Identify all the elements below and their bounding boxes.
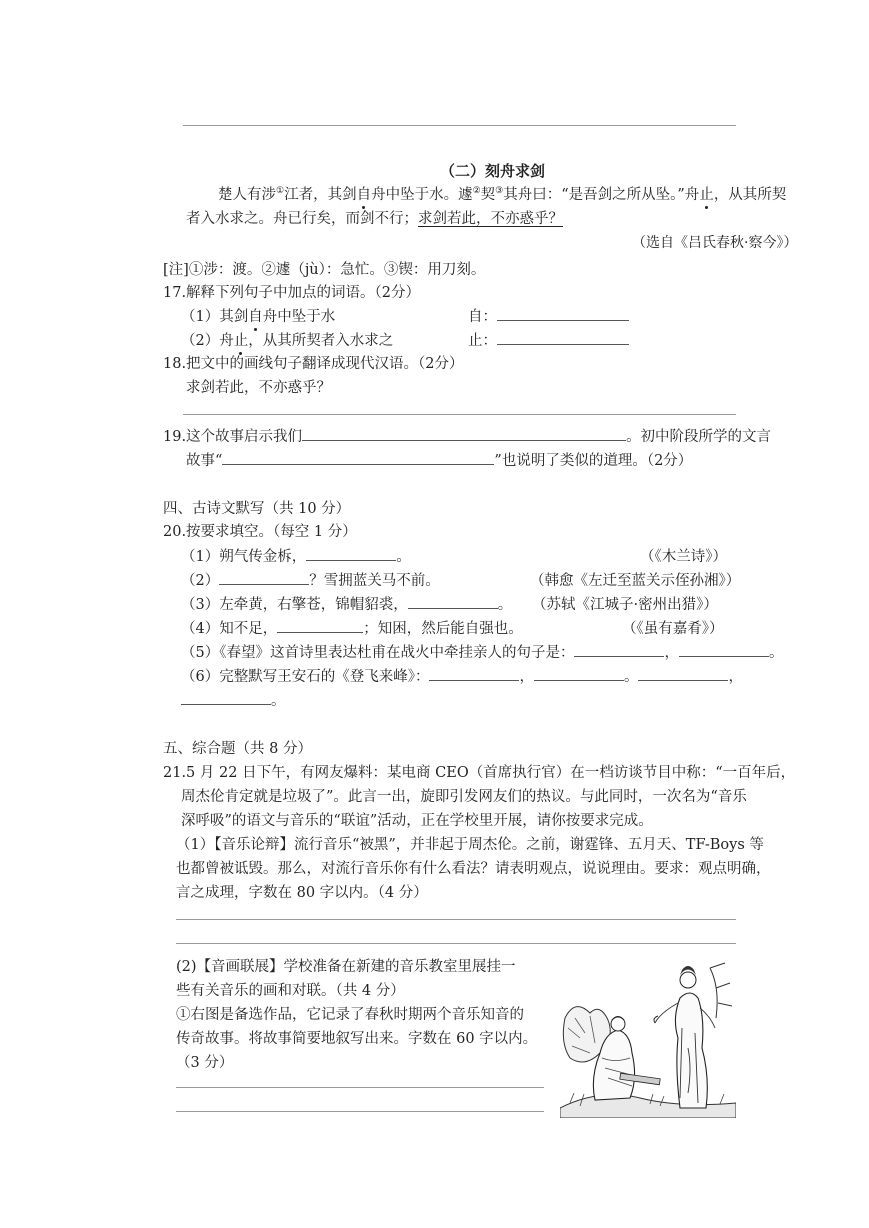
q20-item-6-cont (181, 689, 286, 710)
q19-line-2 (186, 449, 692, 470)
q21-sub1-answer-line[interactable] (176, 919, 736, 920)
q17-answer-2 (468, 329, 629, 350)
q20-source-3: （苏轼《江城子·密州出猎》） (532, 597, 718, 613)
passage-line-2 (186, 207, 563, 228)
q21-sub1-answer-line[interactable] (176, 943, 736, 944)
dotted-word: 止 (699, 183, 714, 204)
q20-source-1: （《木兰诗》） (640, 549, 727, 565)
answer-label: 自： (468, 309, 497, 325)
section4-heading: 四、古诗文默写（共 10 分） (163, 501, 351, 517)
passage-text: 江者，其剑 (284, 187, 357, 203)
passage-title: （二）刻舟求剑 (440, 162, 546, 180)
answer-blank[interactable] (306, 546, 396, 561)
q20-source-4: （《虽有嘉肴》） (622, 621, 724, 637)
q20-text: ；知困，然后能自强也。 (363, 621, 523, 637)
q17-item-text: （2）舟 (181, 333, 234, 349)
q20-text: 。 (768, 645, 784, 661)
q21-sub2-line-2: 些有关音乐的画和对联。（共 4 分） (176, 983, 405, 999)
q19-line-1 (163, 425, 771, 446)
passage-line-1 (218, 183, 786, 204)
passage-text: ，从其所契 (713, 187, 787, 203)
q21-sub2-line-4: 传奇故事。将故事简要地叙写出来。字数在 60 字以内。 (176, 1031, 538, 1047)
q19-text: 。初中阶段所学的文言 (626, 429, 772, 445)
q18-stem: 18.把文中的画线句子翻译成现代汉语。（2分） (163, 356, 464, 372)
section5-heading: 五、综合题（共 8 分） (163, 741, 312, 757)
q21-sub2-line-3: ①右图是备选作品，它记录了春秋时期两个音乐知音的 (176, 1007, 524, 1023)
q20-text: （4）知不足， (181, 621, 278, 637)
q21-sub1-line-3: 言之成理，字数在 80 字以内。（4 分） (176, 885, 428, 901)
dotted-word: 自 (248, 305, 263, 326)
q20-item-1 (181, 545, 411, 566)
q20-text: 。 (396, 549, 411, 565)
q20-text: 。 (497, 597, 513, 613)
q20-stem: 20.按要求填空。（每空 1 分） (163, 524, 357, 540)
q20-text: （6）完整默写王安石的《登飞来峰》： (181, 669, 430, 685)
q17-item-text: （1）其剑 (181, 309, 249, 325)
passage-notes: [注]①涉：渡。②遽（jù）：急忙。③锲：用刀刻。 (163, 262, 486, 278)
q21-sub1-line-1: （1）【音乐论辩】流行音乐“被黑”，并非起于周杰伦。之前，谢霆锋、五月天、TF-Boys 等 (176, 837, 764, 853)
q20-text: （5）《春望》这首诗里表达杜甫在战火中牵挂亲人的句子是： (181, 645, 575, 661)
q20-text: ， (664, 645, 679, 661)
q17-item-1 (181, 305, 335, 326)
passage-text: 契 (480, 187, 496, 203)
note-marker: ① (276, 186, 285, 197)
answer-blank[interactable] (574, 642, 664, 657)
q19-text: 19.这个故事启示我们 (163, 429, 303, 445)
q20-text: 。 (623, 669, 639, 685)
answer-blank[interactable] (429, 666, 519, 681)
q20-item-5 (181, 641, 783, 662)
q20-text: （3）左牵黄，右擎苍，锦帽貂裘， (181, 597, 408, 613)
q20-text: （2） (181, 573, 220, 589)
q20-text: ？雪拥蓝关马不前。 (309, 573, 440, 589)
answer-blank[interactable] (222, 450, 494, 465)
q17-answer-1 (468, 305, 629, 326)
answer-blank[interactable] (408, 594, 498, 609)
answer-blank[interactable] (638, 666, 728, 681)
note-marker: ② (472, 186, 481, 197)
top-rule (183, 125, 736, 126)
q21-sub1-line-2: 也都曾被诋毁。那么，对流行音乐你有什么看法？请表明观点，说说理由。要求：观点明确， (176, 861, 771, 877)
q17-item-2 (181, 329, 393, 350)
passage-text: 者入水求之。舟已行矣，而剑不行； (186, 211, 418, 227)
q20-text: 。 (271, 693, 286, 709)
q20-item-4 (181, 617, 523, 638)
q21-sub2-line-1: (2)【音画联展】学校准备在新建的音乐教室里展挂一 (176, 959, 516, 975)
passage-text: 楚人有涉 (218, 187, 276, 203)
answer-label: 止： (468, 333, 497, 349)
note-marker: ③ (495, 186, 504, 197)
q21-sub2-answer-line[interactable] (176, 1087, 544, 1088)
q18-sentence: 求剑若此，不亦惑乎？ (186, 380, 331, 396)
q20-text: ， (519, 669, 534, 685)
q20-item-6 (181, 665, 743, 686)
passage-text: 其舟曰：“是吾剑之所从坠。”舟 (503, 187, 700, 203)
q21-line-2: 周杰伦肯定就是垃圾了”。此言一出，旋即引发网友们的热议。与此同时，一次名为“音乐 (181, 789, 747, 805)
q19-text: 故事“ (186, 453, 223, 469)
answer-blank[interactable] (679, 642, 769, 657)
q20-text: （1）朔气传金柝， (181, 549, 307, 565)
answer-blank[interactable] (497, 306, 629, 321)
answer-blank[interactable] (302, 426, 626, 441)
q17-stem: 17.解释下列句子中加点的词语。（2分） (163, 285, 421, 301)
answer-blank[interactable] (497, 330, 629, 345)
q21-sub2-answer-line[interactable] (176, 1111, 544, 1112)
q20-item-2 (181, 569, 440, 590)
answer-blank[interactable] (534, 666, 624, 681)
musicians-illustration (560, 958, 736, 1118)
q20-text: ， (728, 669, 743, 685)
q21-line-3: 深呼吸”的语文与音乐的“联谊”活动，正在学校里开展，请你按要求完成。 (181, 813, 653, 829)
q20-source-2: （韩愈《左迁至蓝关示侄孙湘》） (530, 573, 741, 589)
q17-item-text: 舟中坠于水 (262, 309, 336, 325)
q18-answer-line[interactable] (183, 414, 736, 415)
q20-item-3 (181, 593, 512, 614)
answer-blank[interactable] (277, 618, 363, 633)
passage-source: （选自《吕氏春秋·察今》） (632, 235, 798, 251)
q21-sub2-line-5: （3 分） (176, 1055, 234, 1071)
dotted-word: 止 (234, 329, 249, 350)
q17-item-text: ，从其所契者入水求之 (248, 333, 394, 349)
answer-blank[interactable] (219, 570, 309, 585)
q21-line-1: 21.5 月 22 日下午，有网友爆料：某电商 CEO（首席执行官）在一档访谈节目中称：“一百年后， (163, 765, 796, 781)
underlined-sentence: 求剑若此，不亦惑乎？ (418, 211, 563, 227)
passage-text: 舟中坠于水。遽 (371, 187, 473, 203)
dotted-word: 自 (357, 183, 372, 204)
answer-blank[interactable] (181, 690, 271, 705)
q19-text: ”也说明了类似的道理。（2分） (494, 453, 693, 469)
